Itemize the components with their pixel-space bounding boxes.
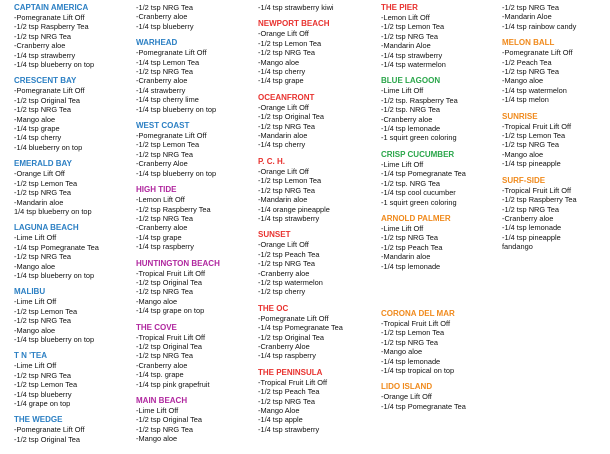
ingredient-line: -Pomegranate Lift Off xyxy=(14,13,85,22)
ingredient-line: -1/2 tsp. NRG Tea xyxy=(381,105,441,115)
ingredient-line: -1/2 tsp NRG Tea xyxy=(136,149,193,159)
ingredient-line: -1/2 tsp Lemon Tea xyxy=(14,306,78,316)
ingredient-line: -Cranberry Aloe xyxy=(136,159,188,169)
ingredient-line: -1/4 tsp strawberry xyxy=(381,50,443,60)
ingredient-line: -Pomegranate Lift Off xyxy=(136,131,207,141)
ingredient-line: -1/4 tsp apple xyxy=(258,415,303,425)
recipe-block xyxy=(258,304,343,361)
ingredient-line: -Tropical Fruit Lift Off xyxy=(258,377,327,387)
ingredient-line: -1 squirt green coloring xyxy=(381,197,457,207)
ingredient-line: -Pomegranate Lift Off xyxy=(136,48,207,58)
ingredient-line: -1/4 orange pineapple xyxy=(258,204,330,214)
recipe-title: MAIN BEACH xyxy=(136,396,188,405)
ingredient-line: -1/4 tsp cherry xyxy=(14,133,62,143)
ingredient-line: -1/4 tsp grape xyxy=(258,76,304,86)
ingredient-line: -1/4 tsp grape on top xyxy=(136,306,205,316)
ingredient-line: -Tropical Fruit Lift Off xyxy=(381,318,450,328)
ingredient-line: -1/4 tsp raspberry xyxy=(136,242,194,252)
ingredient-line: -1/2 tsp NRG Tea xyxy=(502,140,559,150)
recipe-block xyxy=(14,159,99,216)
ingredient-line: -Mango Aloe xyxy=(258,406,300,415)
recipe-title: MALIBU xyxy=(14,287,46,297)
recipe-block xyxy=(258,3,343,12)
ingredient-line: -Mandarin aloe xyxy=(258,195,308,205)
ingredient-line: -1/2 tsp. Raspberry Tea xyxy=(381,95,458,105)
ingredient-line: -Mango aloe xyxy=(502,149,544,159)
recipe-title: THE COVE xyxy=(136,322,177,332)
ingredient-line: -1/2 tsp Lemon Tea xyxy=(14,178,78,188)
ingredient-line: -Orange Lift Off xyxy=(14,169,65,179)
ingredient-line: -1/2 tsp Peach Tea xyxy=(258,249,320,259)
recipe-block xyxy=(502,176,577,252)
ingredient-line: -Mango aloe xyxy=(258,57,300,67)
ingredient-line: -Pomegranate Lift Off xyxy=(14,425,85,435)
ingredient-line: -1/4 tsp strawberry xyxy=(14,50,76,60)
ingredient-line: -1/2 tsp NRG Tea xyxy=(258,48,315,58)
recipe-title: MELON BALL xyxy=(502,38,555,48)
recipe-block xyxy=(381,150,466,207)
recipe-block xyxy=(258,93,343,150)
ingredient-line: -Lime Lift Off xyxy=(381,159,424,169)
recipe-column-3 xyxy=(258,3,343,441)
ingredient-line: -1/4 tsp grape xyxy=(14,124,60,134)
ingredient-line: -1/2 tsp NRG Tea xyxy=(136,3,193,12)
ingredient-line: -1/2 tsp NRG Tea xyxy=(14,31,71,41)
ingredient-line: -1/2 tsp NRG Tea xyxy=(381,233,438,243)
ingredient-line: -1/4 tsp cherry lime xyxy=(136,95,199,105)
ingredient-line: -1/2 tsp NRG Tea xyxy=(502,67,559,77)
ingredient-line: -Cranberry Aloe xyxy=(258,341,310,351)
recipe-title: P. C. H. xyxy=(258,156,285,166)
ingredient-line: -Orange Lift Off xyxy=(258,29,309,39)
ingredient-line: -1/2 tsp Lemon Tea xyxy=(502,131,566,141)
recipe-block xyxy=(258,19,343,85)
ingredient-line: -1/4 grape on top xyxy=(14,399,71,408)
ingredient-line: -Tropical Fruit Lift Off xyxy=(502,121,571,131)
ingredient-line: -Lime Lift Off xyxy=(14,297,57,307)
ingredient-line: -1/2 tsp NRG Tea xyxy=(381,31,438,41)
ingredient-line: -1/2 tsp Lemon Tea xyxy=(381,22,445,32)
ingredient-line: -1/4 tsp Pomegranate Tea xyxy=(14,242,99,252)
ingredient-line: -Pomegranate Lift Off xyxy=(502,48,573,58)
recipe-block xyxy=(14,351,99,408)
recipe-block xyxy=(14,287,99,344)
ingredient-line: -1/4 tsp pineapple xyxy=(502,159,561,169)
ingredient-line: -1/4 tsp rainbow candy xyxy=(502,21,577,31)
ingredient-line: -Mandarin aloe xyxy=(381,252,431,262)
recipe-block xyxy=(136,259,220,316)
ingredient-line: -Cranberry aloe xyxy=(136,360,188,370)
recipe-block xyxy=(136,38,220,114)
ingredient-line: -1/4 tsp strawberry kiwi xyxy=(258,3,334,12)
ingredient-line: -1/2 tsp Peach Tea xyxy=(258,387,320,397)
recipe-title: THE PIER xyxy=(381,3,418,12)
ingredient-line: -Lime Lift Off xyxy=(136,406,179,415)
ingredient-line: -Orange Lift Off xyxy=(381,392,432,402)
recipe-title: SUNRISE xyxy=(502,111,538,121)
ingredient-line: -Mango aloe xyxy=(14,261,56,271)
ingredient-line: -1/2 tsp Original Tea xyxy=(136,341,203,351)
ingredient-line: -1/2 tsp Original Tea xyxy=(14,434,81,444)
ingredient-line: -1/2 tsp NRG Tea xyxy=(502,3,559,12)
ingredient-line: -1/2 tsp NRG Tea xyxy=(14,188,71,198)
ingredient-line: -1/2 tsp NRG Tea xyxy=(136,424,193,434)
recipe-block xyxy=(14,76,99,152)
ingredient-line: -1/4 tsp blueberry on top xyxy=(14,270,95,280)
recipe-block xyxy=(14,3,99,69)
recipe-column-1 xyxy=(14,3,99,451)
recipe-title: LIDO ISLAND xyxy=(381,382,433,392)
ingredient-line: -Mandarin Aloe xyxy=(381,41,431,51)
ingredient-line: -1/2 tsp NRG Tea xyxy=(258,396,315,406)
ingredient-line: -1/4 tsp blueberry on top xyxy=(14,60,95,70)
recipe-block xyxy=(14,223,99,280)
ingredient-line: -1/2 tsp NRG Tea xyxy=(381,337,438,347)
ingredient-line: -1/2 tsp Original Tea xyxy=(136,415,203,425)
ingredient-line: -1/2 tsp Peach Tea xyxy=(381,242,443,252)
recipe-block xyxy=(136,323,220,389)
ingredient-line: -Cranberry aloe xyxy=(14,41,66,51)
ingredient-line: -Cranberry aloe xyxy=(258,268,310,278)
ingredient-line: -1/4 tsp lemonade xyxy=(381,356,441,366)
ingredient-line: -1/4 tsp blueberry xyxy=(14,389,72,399)
recipe-title: HIGH TIDE xyxy=(136,185,177,195)
ingredient-line: -1/2 tsp NRG Tea xyxy=(258,185,315,195)
ingredient-line: -1/4 tsp grape xyxy=(136,232,182,242)
ingredient-line: -Tropical Fruit Lift Off xyxy=(136,332,205,342)
recipe-column-5 xyxy=(502,3,577,259)
ingredient-line: -1/4 tsp watermelon xyxy=(502,85,567,95)
recipe-title: BLUE LAGOON xyxy=(381,76,441,86)
recipe-block xyxy=(136,3,220,31)
ingredient-line: -Cranberry aloe xyxy=(381,114,433,124)
recipe-title: HUNTINGTON BEACH xyxy=(136,258,220,268)
ingredient-line: -1/2 tsp NRG Tea xyxy=(14,252,71,262)
ingredient-line: -1/4 tsp strawberry xyxy=(258,213,320,223)
recipe-title: CRISP CUCUMBER xyxy=(381,149,455,159)
ingredient-line: -1/4 tsp watermelon xyxy=(381,60,446,70)
ingredient-line: -1/4 tsp Lemon Tea xyxy=(136,57,200,67)
ingredient-line: -Mango aloe xyxy=(14,325,56,335)
ingredient-line: -1/2 tsp NRG Tea xyxy=(258,121,315,131)
ingredient-line: -1/2 tsp NRG Tea xyxy=(258,259,315,269)
ingredient-line: -1/4 tsp lemonade xyxy=(381,261,441,271)
ingredient-line: -Mango aloe xyxy=(502,76,544,86)
ingredient-line: -1/4 tsp tropical on top xyxy=(381,365,455,375)
ingredient-line: -1/2 tsp Original Tea xyxy=(14,95,81,105)
recipe-column-2 xyxy=(136,3,220,451)
recipe-title: WEST COAST xyxy=(136,121,190,131)
ingredient-line: -1/4 tsp pineapple xyxy=(502,232,561,242)
ingredient-line: -1/4 tsp lemonade xyxy=(381,124,441,134)
recipe-block xyxy=(502,3,577,31)
ingredient-line: -Mango aloe xyxy=(136,296,178,306)
ingredient-line: -1/4 tsp lemonade xyxy=(502,223,562,233)
ingredient-line: -Pomegranate Lift Off xyxy=(258,313,329,323)
recipe-column-4 xyxy=(381,3,466,418)
ingredient-line: -1/2 tsp NRG Tea xyxy=(136,67,193,77)
ingredient-line: -Mango aloe xyxy=(381,347,423,357)
ingredient-line: -1/4 strawberry xyxy=(136,85,186,95)
ingredient-line: -1/4 tsp Pomegranate Tea xyxy=(381,401,466,411)
recipe-block xyxy=(136,396,220,444)
ingredient-line: -1/4 tsp blueberry on top xyxy=(136,104,217,114)
ingredient-line: -Lime Lift Off xyxy=(14,361,57,371)
ingredient-line: -Lime Lift Off xyxy=(381,86,424,96)
recipe-title: SUNSET xyxy=(258,230,291,240)
recipe-title: WARHEAD xyxy=(136,38,178,48)
ingredient-line: -Lemon Lift Off xyxy=(136,195,185,205)
ingredient-line: -1/2 tsp NRG Tea xyxy=(14,370,71,380)
recipe-title: SURF-SIDE xyxy=(502,175,546,185)
recipe-title: CRESCENT BAY xyxy=(14,76,77,86)
ingredient-line: -1 squirt green coloring xyxy=(381,133,457,143)
ingredient-line: -Mango aloe xyxy=(14,114,56,124)
ingredient-line: -1/4 tsp cool cucumber xyxy=(381,188,456,198)
recipe-title: NEWPORT BEACH xyxy=(258,19,330,29)
ingredient-line: -1/2 tsp Lemon Tea xyxy=(136,140,200,150)
recipe-block xyxy=(14,415,99,444)
recipe-title: T N 'TEA xyxy=(14,351,48,361)
ingredient-line: -Pomegranate Lift Off xyxy=(14,86,85,96)
ingredient-line: -Lime Lift Off xyxy=(381,223,424,233)
ingredient-line: -1/4 tsp cherry xyxy=(258,140,306,150)
ingredient-line: -1/2 tsp Lemon Tea xyxy=(258,38,322,48)
ingredient-line: -1/4 tsp Pomegranate Tea xyxy=(381,169,466,179)
recipe-title: CAPTAIN AMERICA xyxy=(14,3,89,12)
recipe-block xyxy=(381,382,466,411)
recipe-title: LAGUNA BEACH xyxy=(14,223,79,233)
ingredient-line: -1/4 blueberry on top xyxy=(14,142,83,152)
ingredient-line: -1/4 tsp Pomegranate Tea xyxy=(258,323,343,333)
recipe-title: EMERALD BAY xyxy=(14,159,72,169)
ingredient-line: -Tropical Fruit Lift Off xyxy=(136,268,205,278)
ingredient-line: -Cranberry aloe xyxy=(136,223,188,233)
recipe-title: OCEANFRONT xyxy=(258,92,315,102)
recipe-block xyxy=(258,230,343,296)
ingredient-line: -1/2 tsp Original Tea xyxy=(258,332,325,342)
recipe-block xyxy=(258,157,343,223)
ingredient-line: -1/2 tsp NRG Tea xyxy=(502,204,559,214)
recipe-block xyxy=(502,38,577,104)
recipe-block xyxy=(381,3,466,69)
recipe-block xyxy=(136,185,220,251)
ingredient-line: -Orange Lift Off xyxy=(258,102,309,112)
recipe-title: CORONA DEL MAR xyxy=(381,308,455,318)
ingredient-line: -1/2 tsp Lemon Tea xyxy=(381,328,445,338)
ingredient-line: -1/4 tsp blueberry xyxy=(136,21,194,31)
ingredient-line: -Mandarin Aloe xyxy=(502,12,552,22)
recipe-title: THE WEDGE xyxy=(14,415,63,425)
ingredient-line: -1/2 tsp NRG Tea xyxy=(136,351,193,361)
ingredient-line: -1/2 tsp NRG Tea xyxy=(14,105,71,115)
ingredient-line: 1/4 tsp blueberry on top xyxy=(14,206,92,216)
recipe-block xyxy=(136,121,220,178)
ingredient-line: -1/4 tsp. grape xyxy=(136,370,184,380)
ingredient-line: -1/2 tsp cherry xyxy=(258,287,306,297)
ingredient-line: -Cranberry aloe xyxy=(136,12,188,22)
ingredient-line: -1/2 tsp Lemon Tea xyxy=(258,176,322,186)
ingredient-line: -1/2 tsp Lemon Tea xyxy=(14,380,78,390)
ingredient-line: -1/4 tsp blueberry on top xyxy=(14,334,95,344)
ingredient-line: -1/2 tsp Raspberry Tea xyxy=(14,22,89,32)
ingredient-line: -1/2 tsp NRG Tea xyxy=(14,316,71,326)
ingredient-line: -1/2 tsp Original Tea xyxy=(136,277,203,287)
recipe-block xyxy=(381,76,466,142)
ingredient-line: -1/2 Peach Tea xyxy=(502,57,552,67)
recipe-title: THE PENINSULA xyxy=(258,367,323,377)
ingredient-line: -Mango aloe xyxy=(136,434,178,444)
ingredient-line: -1/4 tsp pink grapefruit xyxy=(136,379,210,389)
recipe-block xyxy=(381,214,466,271)
recipe-title: ARNOLD PALMER xyxy=(381,213,451,223)
ingredient-line: -1/2 tsp Raspberry Tea xyxy=(136,204,211,214)
ingredient-line: -1/2 tsp Original Tea xyxy=(258,112,325,122)
ingredient-line: -Tropical Fruit Lift Off xyxy=(502,185,571,195)
ingredient-line: fandango xyxy=(502,242,533,252)
ingredient-line: -1/2 tsp NRG Tea xyxy=(136,213,193,223)
recipe-block xyxy=(258,368,343,434)
ingredient-line: -1/4 tsp blueberry on top xyxy=(136,168,217,178)
ingredient-line: -Lime Lift Off xyxy=(14,233,57,243)
ingredient-line: -1/4 tsp raspberry xyxy=(258,351,316,361)
ingredient-line: -1/4 tsp melon xyxy=(502,95,549,105)
ingredient-line: -1/2 tsp Raspberry Tea xyxy=(502,195,577,205)
ingredient-line: -1/4 tsp strawberry xyxy=(258,424,320,434)
ingredient-line: -1/2 tsp. NRG Tea xyxy=(381,178,441,188)
ingredient-line: -Mandarin aloe xyxy=(14,197,64,207)
recipe-block xyxy=(502,112,577,169)
ingredient-line: -1/2 tsp watermelon xyxy=(258,277,323,287)
recipe-block xyxy=(381,309,466,375)
ingredient-line: -Orange Lift Off xyxy=(258,240,309,250)
recipe-title: THE OC xyxy=(258,303,289,313)
ingredient-line: -Cranberry aloe xyxy=(502,213,554,223)
ingredient-line: -Orange Lift Off xyxy=(258,166,309,176)
ingredient-line: -Mandarin aloe xyxy=(258,131,308,141)
ingredient-line: -Cranberry aloe xyxy=(136,76,188,86)
ingredient-line: -Lemon Lift Off xyxy=(381,13,430,22)
ingredient-line: -1/4 tsp cherry xyxy=(258,67,306,77)
ingredient-line: -1/2 tsp NRG Tea xyxy=(136,287,193,297)
